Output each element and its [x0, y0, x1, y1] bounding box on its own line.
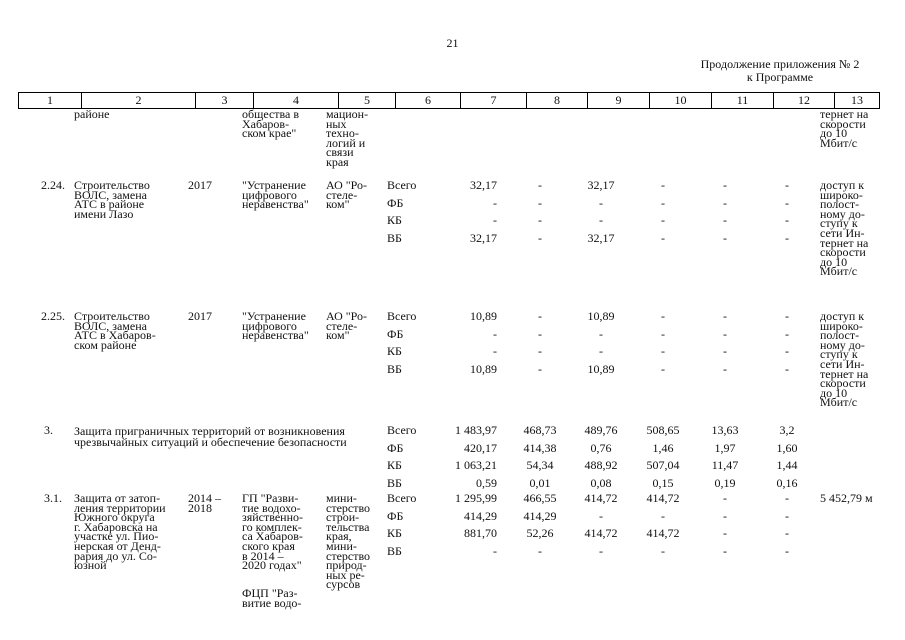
- row-col10: [634, 424, 692, 494]
- value-cell: 54,34: [526, 458, 554, 472]
- value-cell: -: [723, 309, 727, 323]
- value-cell: -: [785, 491, 789, 505]
- source-label: Всего: [387, 423, 417, 437]
- value-cell: 507,04: [646, 458, 680, 472]
- header-col-6: 6: [395, 93, 460, 108]
- value-cell: 32,17: [470, 178, 497, 192]
- source-label: ФБ: [387, 195, 404, 210]
- value-cell: 414,72: [646, 491, 680, 505]
- value-cell: -: [785, 195, 789, 210]
- value-cell: 3,2: [779, 423, 795, 437]
- carry-col4: общества в Хабаров- ском крае": [242, 107, 300, 141]
- row-result: доступ к широко- полост- ному до- ступу к сети Ин- тернет на скорости до 10 Мбит/с: [820, 309, 869, 410]
- row-col9: [573, 424, 629, 494]
- row-name: Защита от затоп- ления территории Южного округа г. Хабаровска на участке ул. Пио- нерская от Денд- рария до ул. Со- юзной: [74, 491, 166, 573]
- source-label: ВБ: [387, 361, 402, 376]
- value-cell: 0,01: [529, 475, 551, 490]
- value-cell: 420,17: [464, 440, 497, 455]
- value-cell: 1,46: [652, 440, 674, 455]
- row-col7: [442, 424, 497, 494]
- value-cell: 414,38: [523, 440, 557, 455]
- row-result: доступ к широко- полост- ному до- ступу к сети Ин- тернет на скорости до 10 Мбит/с: [820, 178, 869, 279]
- source-label: ВБ: [387, 230, 402, 245]
- row-sources: [387, 310, 416, 380]
- value-cell: -: [599, 195, 603, 210]
- source-label: ВБ: [387, 475, 402, 490]
- value-cell: -: [538, 230, 542, 245]
- source-label: ФБ: [387, 326, 404, 341]
- row-number: 2.24.: [41, 178, 65, 192]
- value-cell: -: [723, 491, 727, 505]
- source-label: КБ: [387, 458, 402, 472]
- value-cell: -: [493, 195, 497, 210]
- value-cell: 1,44: [776, 458, 798, 472]
- header-col-12: 12: [773, 93, 834, 108]
- row-program-2: ФЦП "Раз- витие водо-: [242, 586, 302, 610]
- row-program: ГП "Разви- тие водохо- зяйственно- го комплек- са Хабаров- ского края в 2014 – 2020 годах": [242, 491, 304, 573]
- row-col8: [512, 492, 568, 562]
- value-cell: -: [785, 361, 789, 376]
- row-year: 2014 – 2018: [188, 491, 221, 515]
- row-program: "Устранение цифрового неравенства": [242, 178, 309, 212]
- value-cell: -: [493, 213, 497, 227]
- value-cell: 10,89: [587, 361, 615, 376]
- header-col-10: 10: [649, 93, 711, 108]
- value-cell: 466,55: [523, 491, 557, 505]
- continuation-line-1: Продолжение приложения № 2: [700, 57, 860, 71]
- value-cell: -: [723, 326, 727, 341]
- value-cell: 32,17: [587, 230, 615, 245]
- table-header: [18, 92, 880, 109]
- value-cell: -: [538, 213, 542, 227]
- source-label: ФБ: [387, 508, 404, 523]
- value-cell: 1 295,99: [455, 491, 497, 505]
- row-col9: [573, 492, 629, 562]
- row-executor: АО "Ро- стеле- ком": [326, 309, 368, 343]
- value-cell: 468,73: [523, 423, 557, 437]
- row-col11: [696, 424, 754, 494]
- value-cell: -: [538, 326, 542, 341]
- continuation-line-2: к Программе: [746, 70, 814, 84]
- header-col-7: 7: [460, 93, 526, 108]
- value-cell: -: [661, 309, 665, 323]
- value-cell: -: [723, 178, 727, 192]
- value-cell: -: [785, 526, 789, 540]
- source-label: Всего: [387, 309, 417, 323]
- value-cell: -: [493, 543, 497, 558]
- row-executor: АО "Ро- стеле- ком": [326, 178, 368, 212]
- source-label: КБ: [387, 526, 402, 540]
- value-cell: -: [599, 213, 603, 227]
- value-cell: 508,65: [646, 423, 680, 437]
- value-cell: 0,08: [590, 475, 612, 490]
- value-cell: -: [661, 230, 665, 245]
- value-cell: 414,72: [584, 526, 618, 540]
- header-col-3: 3: [195, 93, 253, 108]
- value-cell: -: [785, 178, 789, 192]
- value-cell: 10,89: [470, 309, 497, 323]
- row-col11: [696, 310, 754, 380]
- value-cell: -: [723, 543, 727, 558]
- value-cell: -: [538, 195, 542, 210]
- row-col12: [758, 424, 816, 494]
- source-label: Всего: [387, 491, 417, 505]
- value-cell: -: [661, 178, 665, 192]
- header-col-4: 4: [253, 93, 338, 108]
- value-cell: 32,17: [470, 230, 497, 245]
- value-cell: 11,47: [711, 458, 739, 472]
- value-cell: -: [538, 178, 542, 192]
- source-label: ВБ: [387, 543, 402, 558]
- value-cell: 13,63: [711, 423, 739, 437]
- value-cell: 0,15: [652, 475, 674, 490]
- row-col7: [442, 310, 497, 380]
- row-year: 2017: [188, 309, 212, 323]
- value-cell: 1 483,97: [455, 423, 497, 437]
- value-cell: -: [785, 543, 789, 558]
- value-cell: 0,16: [776, 475, 798, 490]
- carry-col5: мацион- ных техно- логий и связи края: [326, 107, 369, 169]
- row-number: 3.1.: [44, 491, 62, 505]
- row-col8: [512, 310, 568, 380]
- header-col-5: 5: [338, 93, 395, 108]
- row-col10: [634, 492, 692, 562]
- row-col12: [758, 179, 816, 249]
- value-cell: 414,29: [523, 508, 557, 523]
- row-sources: [387, 424, 416, 494]
- value-cell: 10,89: [587, 309, 615, 323]
- value-cell: 414,72: [584, 491, 618, 505]
- value-cell: -: [661, 344, 665, 358]
- value-cell: 1,60: [776, 440, 798, 455]
- value-cell: -: [661, 508, 665, 523]
- value-cell: -: [661, 195, 665, 210]
- value-cell: 32,17: [587, 178, 615, 192]
- header-col-9: 9: [587, 93, 649, 108]
- header-col-11: 11: [711, 93, 773, 108]
- row-col10: [634, 179, 692, 249]
- value-cell: -: [785, 508, 789, 523]
- row-program: "Устранение цифрового неравенства": [242, 309, 309, 343]
- value-cell: 881,70: [464, 526, 497, 540]
- source-label: КБ: [387, 213, 402, 227]
- row-name: Защита приграничных территорий от возникновения чрезвычайных ситуаций и обеспечение безопасности: [74, 424, 347, 449]
- row-col9: [573, 179, 629, 249]
- value-cell: -: [785, 230, 789, 245]
- header-col-1: 1: [18, 93, 81, 108]
- source-label: ФБ: [387, 440, 404, 455]
- value-cell: -: [599, 543, 603, 558]
- value-cell: -: [661, 361, 665, 376]
- row-number: 3.: [44, 423, 53, 437]
- value-cell: -: [493, 326, 497, 341]
- continuation-note: [650, 58, 905, 84]
- header-col-8: 8: [526, 93, 587, 108]
- row-number: 2.25.: [41, 309, 65, 323]
- row-col8: [512, 424, 568, 494]
- row-col12: [758, 310, 816, 380]
- row-name: Строительство ВОЛС, замена АТС в районе имени Лазо: [74, 178, 150, 221]
- value-cell: -: [661, 543, 665, 558]
- row-executor: мини- стерство строи- тельства края, мини- стерство природ- ных ре- сурсов: [326, 491, 371, 592]
- row-col9: [573, 310, 629, 380]
- value-cell: -: [538, 309, 542, 323]
- header-col-2: 2: [81, 93, 195, 108]
- row-col11: [696, 492, 754, 562]
- value-cell: -: [493, 344, 497, 358]
- source-label: КБ: [387, 344, 402, 358]
- value-cell: 0,59: [476, 475, 497, 490]
- value-cell: -: [538, 543, 542, 558]
- row-name: Строительство ВОЛС, замена АТС в Хабаров- ском районе: [74, 309, 156, 352]
- value-cell: 0,76: [590, 440, 612, 455]
- value-cell: 488,92: [584, 458, 618, 472]
- value-cell: -: [599, 508, 603, 523]
- value-cell: -: [661, 326, 665, 341]
- row-col8: [512, 179, 568, 249]
- value-cell: -: [661, 213, 665, 227]
- value-cell: -: [785, 344, 789, 358]
- source-label: Всего: [387, 178, 417, 192]
- row-col7: [442, 179, 497, 249]
- value-cell: -: [785, 309, 789, 323]
- value-cell: -: [723, 344, 727, 358]
- value-cell: -: [599, 326, 603, 341]
- value-cell: -: [723, 230, 727, 245]
- value-cell: -: [538, 344, 542, 358]
- carry-col13: тернет на скорости до 10 Мбит/с: [820, 107, 869, 150]
- carry-col2: районе: [74, 107, 110, 121]
- row-col12: [758, 492, 816, 562]
- header-col-13: 13: [834, 93, 880, 108]
- page-number: 21: [446, 36, 459, 50]
- value-cell: -: [785, 326, 789, 341]
- row-col7: [442, 492, 497, 562]
- value-cell: -: [723, 213, 727, 227]
- row-sources: [387, 179, 416, 249]
- value-cell: 1 063,21: [455, 458, 497, 472]
- row-result: 5 452,79 м: [820, 491, 873, 505]
- value-cell: 414,29: [464, 508, 497, 523]
- value-cell: -: [599, 344, 603, 358]
- value-cell: 414,72: [646, 526, 680, 540]
- value-cell: 0,19: [714, 475, 736, 490]
- row-col10: [634, 310, 692, 380]
- value-cell: -: [723, 195, 727, 210]
- value-cell: 10,89: [470, 361, 497, 376]
- value-cell: 489,76: [584, 423, 618, 437]
- value-cell: 52,26: [526, 526, 554, 540]
- value-cell: -: [723, 361, 727, 376]
- row-year: 2017: [188, 178, 212, 192]
- value-cell: -: [785, 213, 789, 227]
- value-cell: -: [723, 526, 727, 540]
- value-cell: -: [723, 508, 727, 523]
- value-cell: 1,97: [714, 440, 736, 455]
- row-sources: [387, 492, 416, 562]
- row-col11: [696, 179, 754, 249]
- value-cell: -: [538, 361, 542, 376]
